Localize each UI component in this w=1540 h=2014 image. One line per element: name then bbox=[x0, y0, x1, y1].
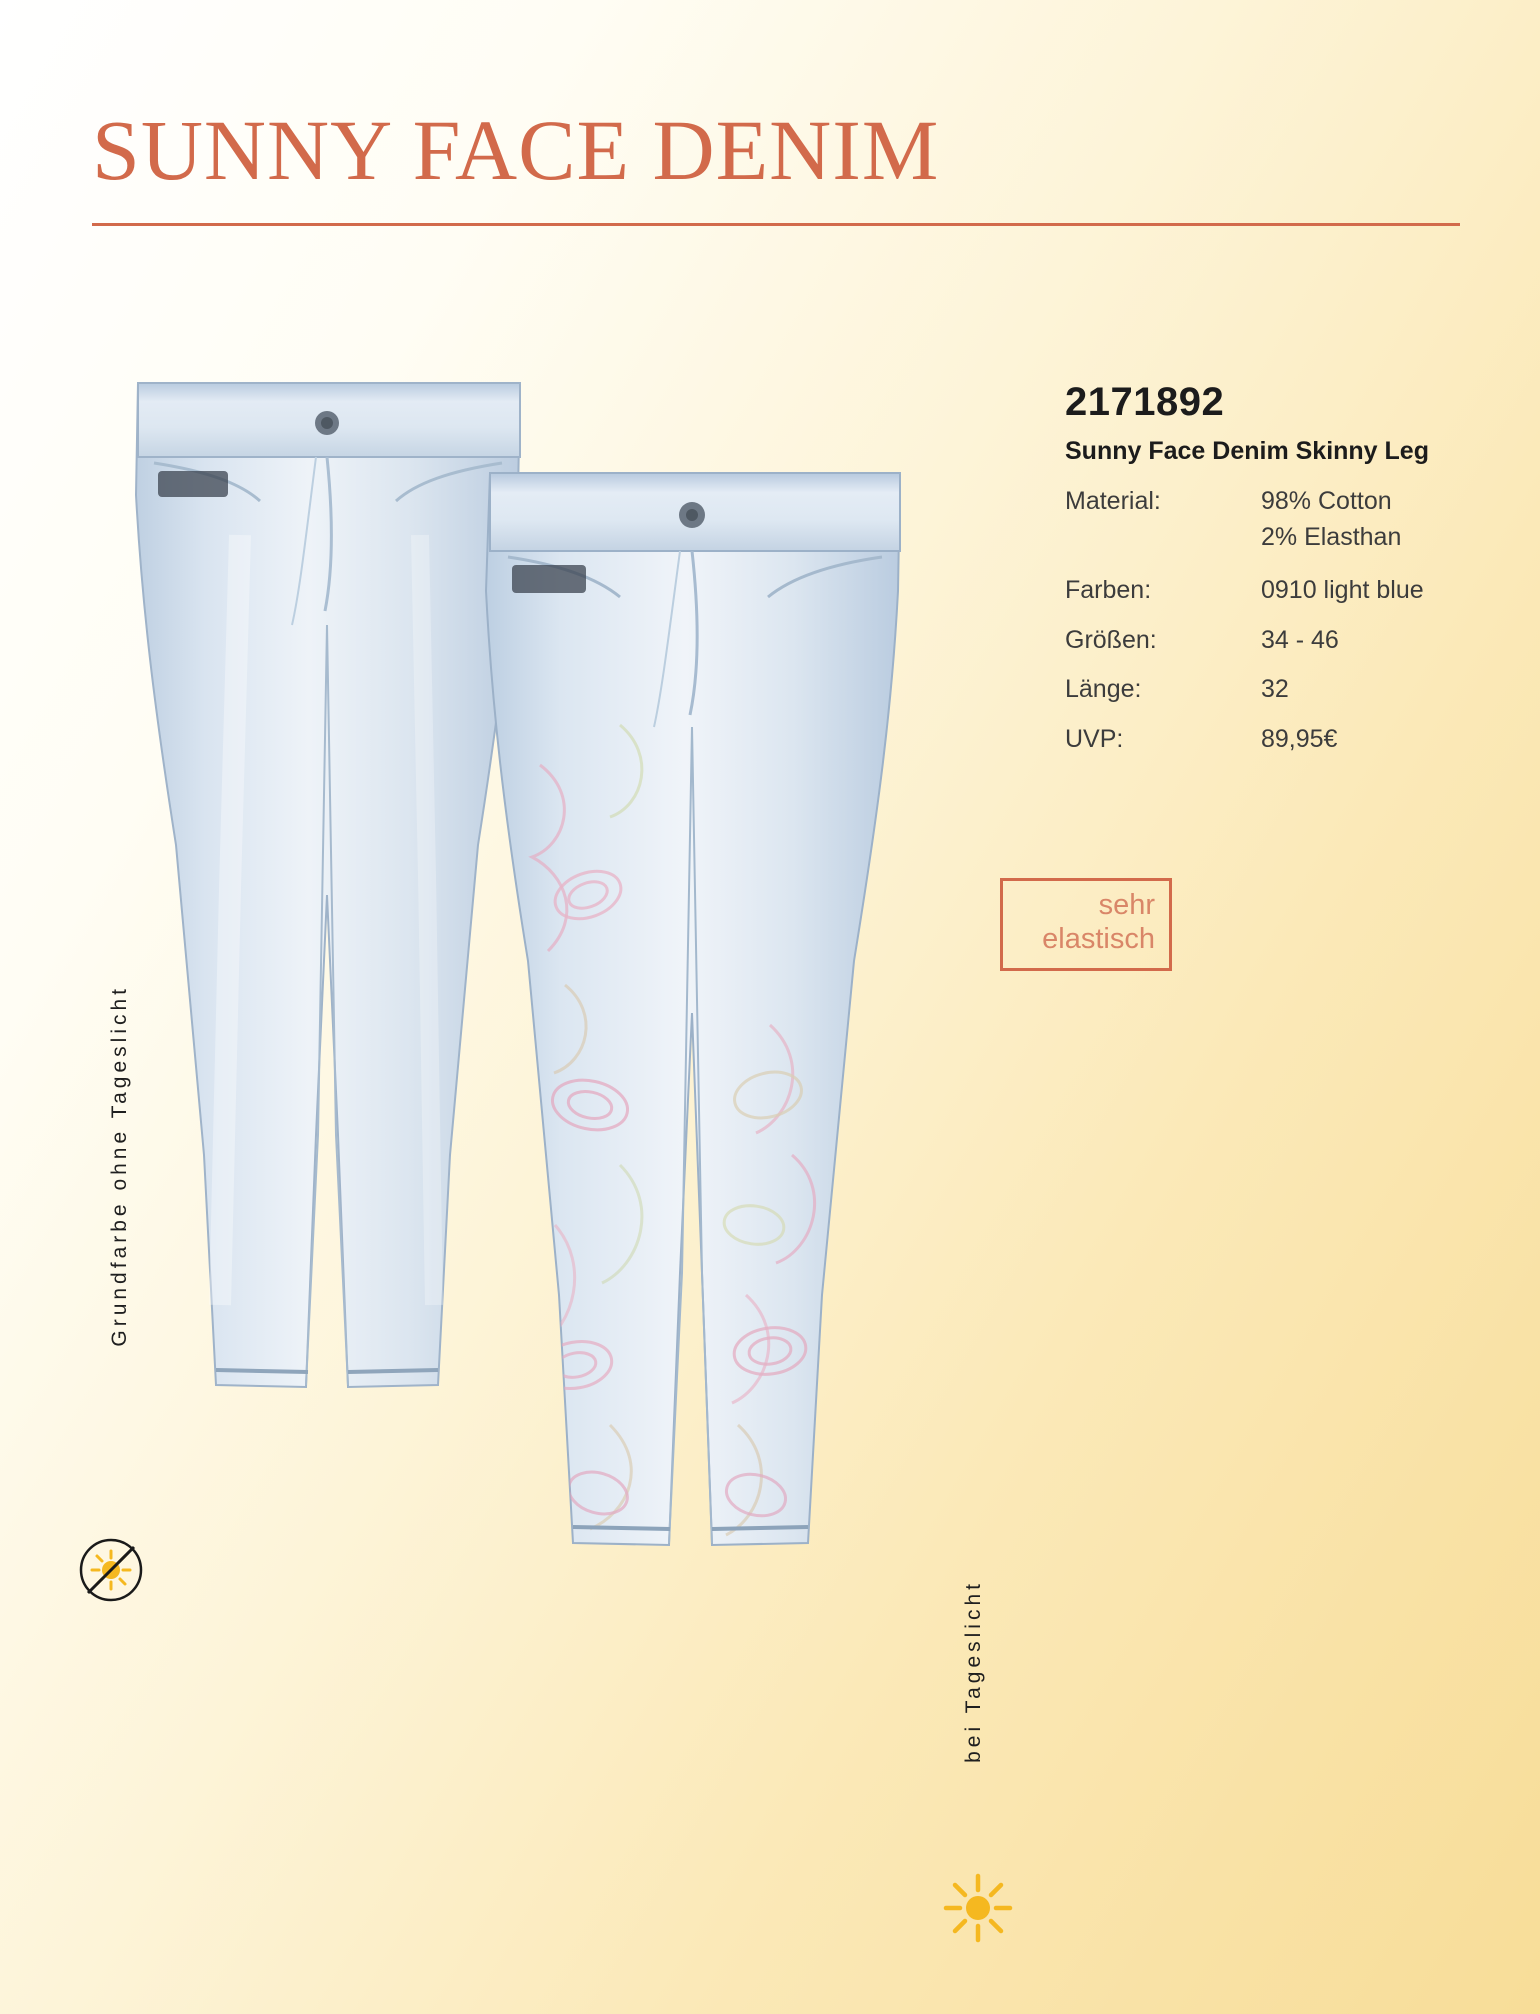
spec-row-farben bbox=[1065, 573, 1525, 609]
spec-row-laenge bbox=[1065, 672, 1525, 708]
spec-value bbox=[1261, 484, 1525, 555]
header-divider bbox=[92, 223, 1460, 226]
status-badge bbox=[1000, 878, 1172, 971]
caption-without-daylight: Grundfarbe ohne Tageslicht bbox=[108, 985, 131, 1347]
jeans-with-daylight-print-image bbox=[470, 465, 920, 1565]
spec-row-groessen bbox=[1065, 623, 1525, 659]
product-subtitle: Sunny Face Denim Skinny Leg bbox=[1065, 437, 1429, 465]
sun-icon bbox=[938, 1868, 1018, 1948]
spec-label: Größen: bbox=[1065, 625, 1157, 654]
spec-value: 32 bbox=[1261, 675, 1289, 703]
spec-label: UVP: bbox=[1065, 724, 1124, 753]
caption-with-daylight: bei Tageslicht bbox=[962, 1580, 985, 1763]
page-title: SUNNY FACE DENIM bbox=[92, 102, 940, 198]
spec-value: 34 - 46 bbox=[1261, 625, 1339, 654]
spec-value: 0910 light blue bbox=[1261, 576, 1424, 604]
product-info bbox=[1065, 380, 1525, 757]
spec-label: Farben: bbox=[1065, 576, 1152, 604]
spec-value: 89,95€ bbox=[1261, 724, 1338, 753]
spec-label: Material: bbox=[1065, 487, 1161, 515]
spec-value-line1: 98% Cotton bbox=[1261, 487, 1392, 515]
spec-value-line2: 2% Elasthan bbox=[1261, 522, 1402, 551]
badge-line-2: elastisch bbox=[1042, 922, 1155, 955]
spec-row-material bbox=[1065, 484, 1525, 555]
product-code: 2171892 bbox=[1065, 380, 1225, 424]
badge-line-1: sehr bbox=[1098, 889, 1155, 921]
page-header bbox=[92, 102, 1460, 226]
spec-row-uvp bbox=[1065, 722, 1525, 758]
spec-label: Länge: bbox=[1065, 675, 1142, 703]
sun-crossed-icon bbox=[78, 1537, 144, 1603]
